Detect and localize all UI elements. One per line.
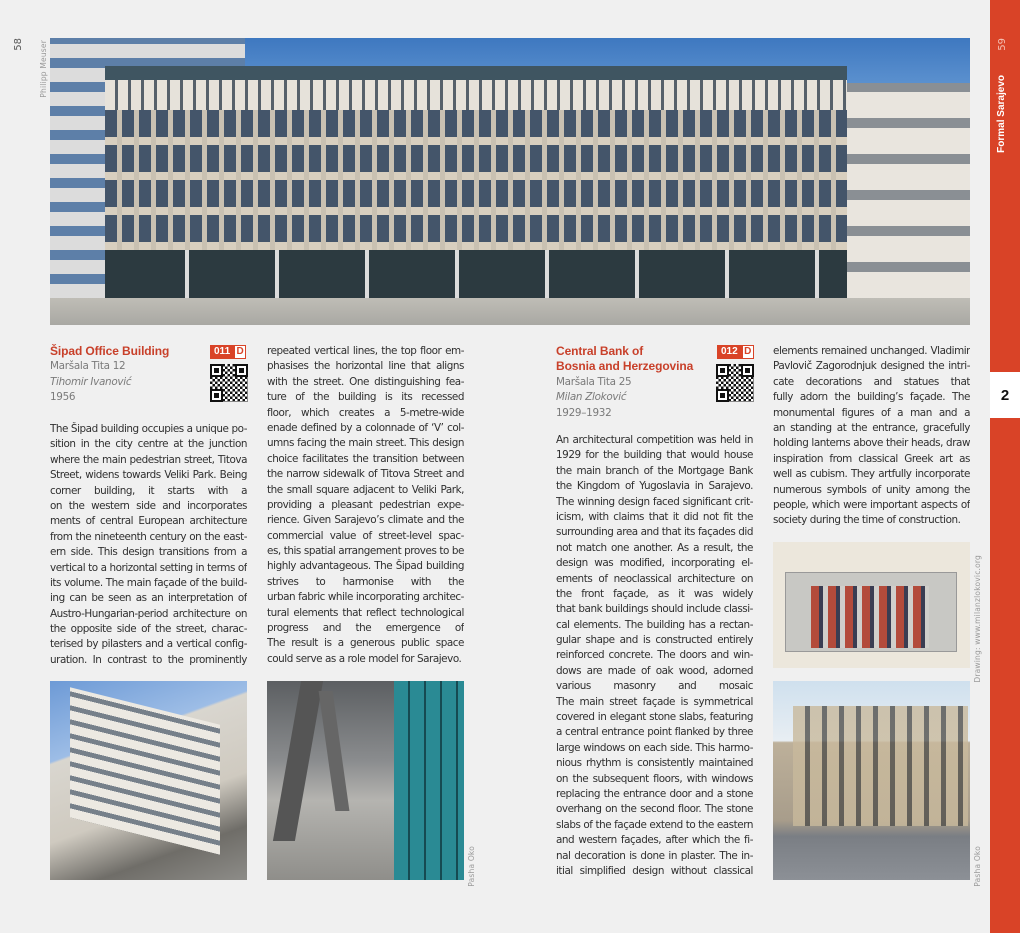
qr-code[interactable] xyxy=(716,364,754,402)
text-line: that bank buildings should include classi- xyxy=(556,603,753,616)
photo-detail xyxy=(394,681,464,880)
text-line: Austro-Hungarian-period architecture on xyxy=(50,607,247,620)
text-line: where the main pedestrian street, Titova xyxy=(50,453,247,466)
text-line: uration. In contrast to the prominently xyxy=(50,653,247,666)
text-line: 1929 for the building that would house xyxy=(556,449,753,462)
text-line: phasises the horizontal line that aligns xyxy=(267,360,464,373)
entry-number: 012 xyxy=(717,345,742,359)
text-line: strives to harmonise with the xyxy=(267,575,464,588)
text-line: the Kingdom of Yugoslavia in Sarajevo. xyxy=(556,480,753,493)
text-line: replacing the entrance door and a stone xyxy=(556,787,753,800)
photo-central-bank xyxy=(773,681,970,880)
text-line: tural elements that reflect technological xyxy=(267,606,464,619)
text-line: various masonry and mosaic xyxy=(556,680,753,693)
text-line: sition in the city centre at the junction xyxy=(50,438,247,451)
entry-architect: Milan Zloković xyxy=(556,391,627,404)
text-line: covered in elegant stone slabs, featuring xyxy=(556,711,753,724)
entry-title: Šipad Office Building xyxy=(50,344,170,358)
text-line: nal decoration is done in plaster. The in- xyxy=(556,849,753,862)
drawing-central-bank-facade xyxy=(773,542,970,668)
text-line: a central entrance point flanked by three xyxy=(556,726,753,739)
text-line: enade defined by a colonnade of ‘V’ col- xyxy=(267,421,464,434)
text-line: surrounding area and that its façades did xyxy=(556,526,753,539)
text-line: on the western side and incorporates xyxy=(50,499,247,512)
text-line: cate decorations and statues that xyxy=(773,375,970,388)
text-line: the main branch of the Mortgage Bank xyxy=(556,464,753,477)
text-line: ments of central European architecture xyxy=(50,515,247,528)
text-line: commercial value of street-level spac- xyxy=(267,529,464,542)
photo-detail xyxy=(273,681,323,841)
photo-detail xyxy=(105,110,847,250)
entry-number-badge xyxy=(717,345,754,359)
text-line: people, which were important aspects of xyxy=(773,498,970,511)
text-line: The Šipad building occupies a unique po- xyxy=(50,423,247,435)
entry-header-012 xyxy=(556,344,716,421)
photo-detail xyxy=(811,586,929,648)
entry-number-badge xyxy=(210,345,246,359)
photo-detail xyxy=(105,66,847,80)
text-line: ture of the building is its recessed xyxy=(267,391,464,404)
page-number-right: 59 xyxy=(997,38,1008,51)
text-line: with the street. One distinguishing fea- xyxy=(267,375,464,388)
photo-detail xyxy=(50,298,970,325)
text-line: ements of neoclassical architecture on xyxy=(556,572,753,585)
entry-number: 011 xyxy=(210,345,234,359)
body-column-1 xyxy=(50,422,247,668)
entry-address: Maršala Tita 25 xyxy=(556,375,632,388)
text-line: numerous symbols of unity among the xyxy=(773,483,970,496)
text-line: the opposite side of the street, charac- xyxy=(50,623,247,636)
text-line: the small square adjacent to Veliki Park, xyxy=(267,483,464,496)
text-line: elements remained unchanged. Vladimir xyxy=(773,345,970,357)
photo-sipad-colonnade xyxy=(267,681,464,880)
chapter-tab xyxy=(990,0,1020,372)
text-line: fully adorn the building’s façade. The xyxy=(773,391,970,404)
text-line: icism, with claims that it did not fit the xyxy=(556,510,753,523)
text-line: cal elements. The building has a rectan- xyxy=(556,618,753,631)
text-line: urban fabric while incorporating architec- xyxy=(267,591,464,604)
text-line: dows are made of oak wood, adorned xyxy=(556,664,753,677)
photo-credit: Pasha Oko xyxy=(973,846,982,887)
text-line: providing a pleasant pedestrian expe- xyxy=(267,498,464,511)
text-line: rience. Given Sarajevo’s climate and the xyxy=(267,514,464,527)
text-line: choice facilitates the transition between xyxy=(267,452,464,465)
text-line: terised by pilasters and a vertical config- xyxy=(50,638,247,651)
body-column-2 xyxy=(267,344,464,667)
text-line: and western façades, after which the fi- xyxy=(556,834,753,847)
text-line: design was modified, incorporating el- xyxy=(556,557,753,570)
photo-credit: Pasha Oko xyxy=(467,846,476,887)
text-line: well as cubism. They artfully incorporate xyxy=(773,468,970,481)
text-line: The winning design faced significant crit- xyxy=(556,495,753,508)
chapter-tab-lower xyxy=(990,418,1020,933)
text-line: large windows on each side. This harmo- xyxy=(556,741,753,754)
text-line: The result is a generous public space xyxy=(267,637,464,650)
photo-detail xyxy=(70,687,220,854)
text-line: The main street façade is symmetrical xyxy=(556,695,753,708)
entry-category: D xyxy=(234,345,246,359)
text-line: ing can be seen as an interpretation of xyxy=(50,592,247,605)
text-line: overhang on the second floor. The stone xyxy=(556,803,753,816)
entry-architect: Tihomir Ivanović xyxy=(50,375,132,388)
text-line: on the subsequent floors, with windows xyxy=(556,772,753,785)
text-line: an standing at the entrance, gracefully xyxy=(773,421,970,434)
entry-year: 1956 xyxy=(50,391,76,404)
text-line: society during the time of construction. xyxy=(773,514,961,527)
text-line: slabs of the façade extend to the eastern xyxy=(556,818,753,831)
text-line: Street, widens towards Veliki Park. Being xyxy=(50,469,247,482)
text-line: not match one another. As a result, the xyxy=(556,541,753,554)
text-line: itial simplified design without classical xyxy=(556,864,753,877)
text-line: monumental figures of a man and a xyxy=(773,406,970,419)
text-line: vertical to a horizontal setting in terms of xyxy=(50,561,247,574)
text-line: ern side. This design transitions from a xyxy=(50,546,247,559)
text-line: Pavlovič Zagorodnjuk designed the intri- xyxy=(773,360,970,373)
chapter-number: 2 xyxy=(990,372,1020,418)
text-line: the narrow sidewalk of Titova Street and xyxy=(267,468,464,481)
text-line: progress and the emergence of xyxy=(267,622,464,635)
entry-header-011 xyxy=(50,344,210,406)
photo-detail xyxy=(793,706,968,826)
photo-detail xyxy=(105,250,847,298)
entry-year: 1929–1932 xyxy=(556,406,612,419)
text-line: the front façade, as it was widely xyxy=(556,587,753,600)
text-line: holding lanterns above their heads, draw xyxy=(773,437,970,450)
text-line: es, this spatial arrangement proves to be xyxy=(267,545,464,558)
entry-title-line1: Central Bank of xyxy=(556,344,644,358)
entry-address: Maršala Tita 12 xyxy=(50,360,126,373)
hero-photo-sipad-building xyxy=(50,38,970,325)
entry-title-line2: Bosnia and Herzegovina xyxy=(556,359,694,374)
text-line: could serve as a role model for Sarajevo. xyxy=(267,652,462,665)
body-column-3 xyxy=(556,433,753,879)
text-line: highly advantageous. The Šipad building xyxy=(267,560,464,573)
text-line: its volume. The main façade of the build- xyxy=(50,576,247,589)
entry-category: D xyxy=(742,345,754,359)
body-column-4 xyxy=(773,344,970,529)
page-number-left: 58 xyxy=(13,38,24,51)
drawing-credit: Drawing: www.milanzlokovic.org xyxy=(973,555,982,683)
text-line: umns facing the main street. This design xyxy=(267,437,464,450)
running-head: Formal Sarajevo xyxy=(996,75,1007,153)
text-line: corner building, it starts with a xyxy=(50,484,247,497)
hero-photo-credit: Philipp Meuser xyxy=(39,40,48,98)
text-line: nious rhythm is consistently maintained xyxy=(556,757,753,770)
text-line: repeated vertical lines, the top floor em- xyxy=(267,345,464,357)
text-line: reinforced concrete. The doors and win- xyxy=(556,649,753,662)
photo-detail xyxy=(105,80,847,110)
photo-detail xyxy=(847,83,970,298)
text-line: An architectural competition was held in xyxy=(556,434,753,446)
text-line: from the nineteenth century on the east- xyxy=(50,530,247,543)
qr-code[interactable] xyxy=(210,364,248,402)
text-line: floor, which creates a 5-metre-wide xyxy=(267,406,464,419)
photo-sipad-corner xyxy=(50,681,247,880)
text-line: inspiration from classical Greek art as xyxy=(773,452,970,465)
photo-detail xyxy=(319,691,350,811)
text-line: gular shape and is constructed entirely xyxy=(556,634,753,647)
